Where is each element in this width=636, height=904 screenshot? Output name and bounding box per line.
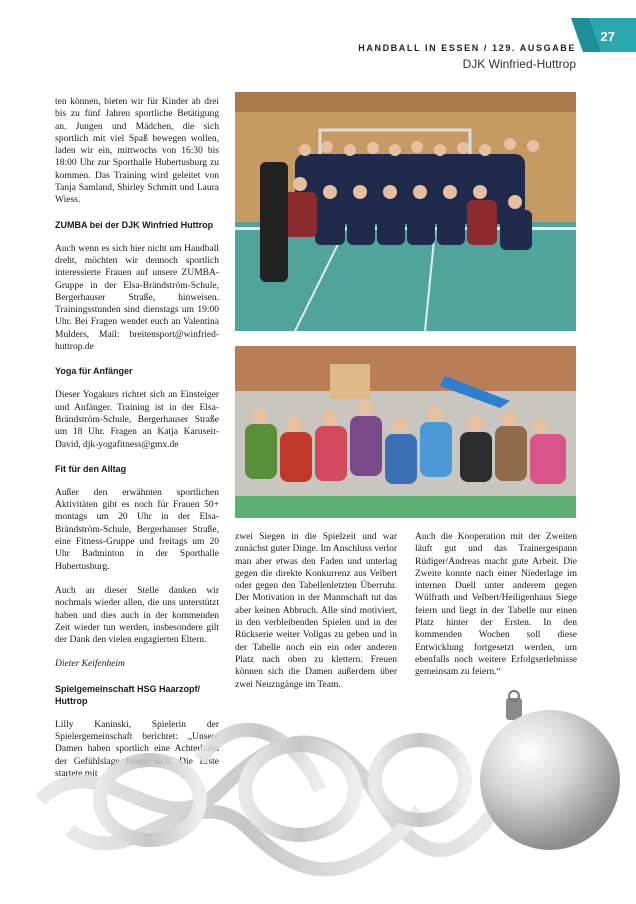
text-column-2 [235, 531, 397, 703]
paragraph-zumba: Auch wenn es sich hier nicht um Handball dreht, möchten wir dennoch sportlich interessierte Frauen auf unsere ZUMBA-Gruppe in der Elsa-Brändström-Schule, Bergerhauser Straße, hinweisen. Trainingsstunden sind dienstags um 19:00 Uhr. Bei Fragen wendet euch an Valentina Mulders, Mail: breitensport@winfried-huttrop.de [55, 243, 219, 353]
heading-hsg: Spielgemeinschaft HSG Haarzopf/ Huttrop [55, 683, 201, 706]
heading-zumba: ZUMBA bei der DJK Winfried Huttrop [55, 219, 214, 230]
team-photo [235, 92, 576, 331]
header-subtitle: DJK Winfried-Huttrop [462, 57, 576, 71]
running-header [358, 43, 576, 71]
paragraph-kids: ten können, bieten wir für Kinder ab drei bis zu fünf Jahren sportliche Betätigung an. Jungen und Mädchen, die sich sportlich mit viel Spaß bewegen wollen, laden wir ein, mittwochs von 16:30 bis 18:00 Uhr zur Sporthalle Hubertusburg zu kommen. Das Training wird geleitet von Tanja Samland, Shirley Schmitt und Laura Wiess. [55, 97, 219, 206]
page-number: 27 [600, 29, 615, 44]
header-title: HANDBALL IN ESSEN / 129. AUSGABE [358, 43, 576, 53]
christmas-decoration [0, 680, 636, 899]
author-name: Dieter Keifenheim [55, 659, 125, 670]
kids-group-photo [235, 346, 576, 518]
paragraph-yoga: Dieser Yogakurs richtet sich an Einsteiger und Anfänger. Training ist in der Elsa-Brändström-Schule, Bergerhauser Straße um 18 Uhr. Fragen an Katja Karuseit-David, djk-yogafitness@gmx.de [55, 390, 219, 450]
paragraph-hsg: Lilly Kaninski, Spielerin der Spielergemeinschaft berichtet: „Unsere Damen haben sportlich eine Achterbahn der Gefühlslage hinter sich. Die Erste startete mit [55, 719, 219, 779]
bauble-shape [480, 691, 620, 850]
page-number-tab [571, 18, 636, 52]
paragraph-thanks: Auch an dieser Stelle danken wir nochmals wieder allen, die uns unterstützt haben und dies auch in der kommenden Zeit wieder tun werden, insbesondere gilt der Dank den vielen engagierten Eltern. [55, 585, 219, 646]
paragraph-ladies-season: zwei Siegen in die Spielzeit und war zunächst guter Dinge. Im Anschluss verlor man aber etwas den Faden und unterlag gegen die direkte Konkurrenz aus Velbert oder gegen den Tabellenletzten Überruhr. Der Motivation in der Mannschaft tut das aber keinen Abbruch. Alle sind motiviert, in den verbleibenden Spielen und in der Rückserie weiter Vollgas zu geben und in der Tabelle noch ein ein oder anderen Platz nach oben zu klettern. Freuen können sich die Damen außerdem über zwei Neuzugänge im Team. [235, 532, 397, 690]
heading-fit: Fit für den Alltag [55, 463, 127, 474]
paragraph-fit: Außer den erwähnten sportlichen Aktivitäten gibt es noch für Frauen 50+ montags um 20 Uhr in der Elsa-Brändström-Schule, Bergerhauser Straße, eine Fitness-Gruppe und freitags um 20 Uhr Badminton in der Sporthalle Hubertusburg. [55, 487, 219, 572]
heading-yoga: Yoga für Anfänger [55, 366, 133, 377]
ribbon-shape [40, 730, 520, 870]
paragraph-cooperation: Auch die Kooperation mit der Zweiten läuft gut und das Trainergespann Rüdiger/Andreas macht gute Arbeit. Die Zweite konnte nach einer Niederlage im internen Duell unter anderem gegen Wülfrath und Velbert/Heiligenhaus Siege feiern und liegt in der Tabelle nur einen Platz hinter der Ersten. In den kommenden Wochen soll diese Entwicklung fortgesetzt werden, um ebenfalls noch weitere Erfolgserlebnisse gemeinsam zu feiern.“ [415, 532, 577, 678]
text-column-3 [415, 531, 577, 691]
